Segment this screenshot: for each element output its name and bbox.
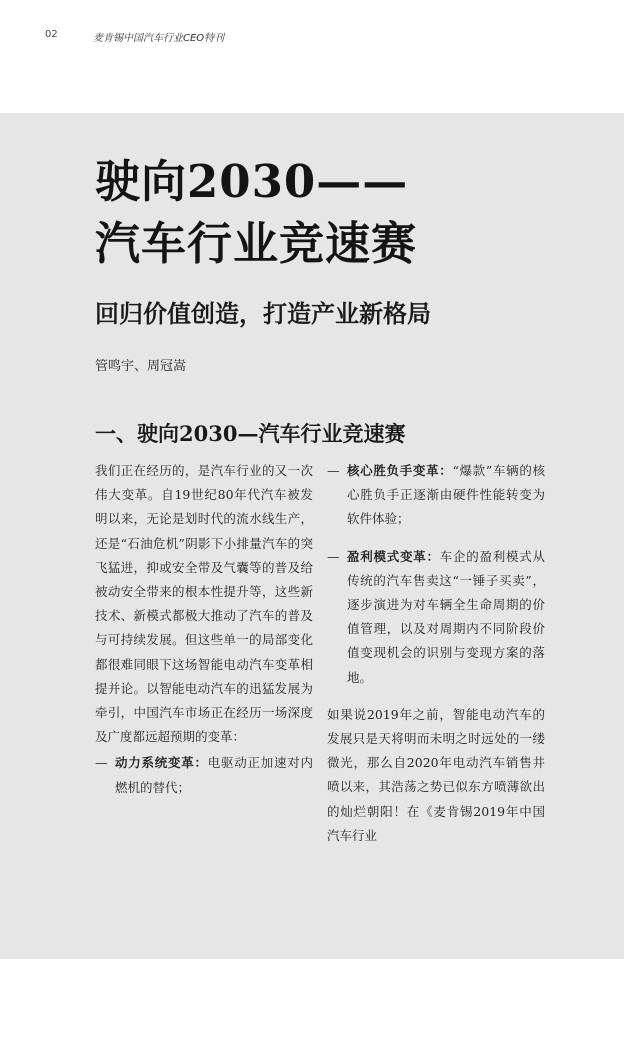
section-heading: 一、驶向2030—汽车行业竞速赛	[95, 421, 406, 446]
bullet-dash: —	[327, 548, 340, 564]
bullet-dash: —	[95, 755, 108, 771]
bullet-label: 核心胜负手变革：	[347, 463, 453, 478]
title-line-2: 汽车行业竞速赛	[95, 217, 418, 270]
title-line-1: 驶向2030——	[95, 155, 409, 208]
closing-paragraph: 如果说2019年之前，智能电动汽车的发展只是天将明而未明之时远处的一缕微光，那么自2020年电动汽车销售井喷以来，其浩荡之势已似东方喷薄欲出的灿烂朝阳！在《麦肯锡2019年中国汽车行业	[327, 706, 545, 843]
bullet-list-right	[327, 459, 545, 690]
article-title	[95, 151, 575, 275]
bullet-text: 电驱动正加速对内燃机的替代；	[115, 755, 313, 795]
bullet-list-left	[95, 751, 313, 799]
bullet-item-core-advantage	[327, 459, 545, 532]
bullet-label: 动力系统变革：	[115, 755, 208, 771]
right-column	[327, 459, 545, 848]
bullet-item-powertrain	[95, 751, 313, 799]
publication-title: 麦肯锡中国汽车行业CEO特刊	[93, 33, 225, 44]
bullet-dash: —	[327, 463, 340, 478]
running-header	[45, 29, 624, 45]
bullet-text: 车企的盈利模式从传统的汽车售卖这“一锤子买卖”，逐步演进为对车辆全生命周期的价值管理，以及对周期内不同阶段价值变现机会的识别与变现方案的落地。	[347, 548, 545, 685]
bullet-label: 盈利模式变革：	[347, 548, 440, 564]
article-subtitle: 回归价值创造，打造产业新格局	[95, 299, 431, 328]
page-number: 02	[45, 29, 58, 40]
left-column	[95, 459, 313, 800]
bullet-item-profit-model	[327, 545, 545, 690]
intro-paragraph: 我们正在经历的，是汽车行业的又一次伟大变革。自19世纪80年代汽车被发明以来，无论是划时代的流水线生产，还是“石油危机”阴影下小排量汽车的突飞猛进，抑或安全带及气囊等的普及给被动安全带来的根本性提升等，这些新技术、新模式都极大推动了汽车的普及与可持续发展。但这些单一的局部变化都很难同眼下这场智能电动汽车变革相提并论。以智能电动汽车的迅猛发展为牵引，中国汽车市场正在经历一场深度及广度都远超预期的变革：	[95, 463, 313, 745]
authors: 管鸣宇、周冠嵩	[95, 359, 187, 374]
bullet-text: “爆款”车辆的核心胜负手正逐渐由硬件性能转变为软件体验；	[347, 463, 545, 527]
